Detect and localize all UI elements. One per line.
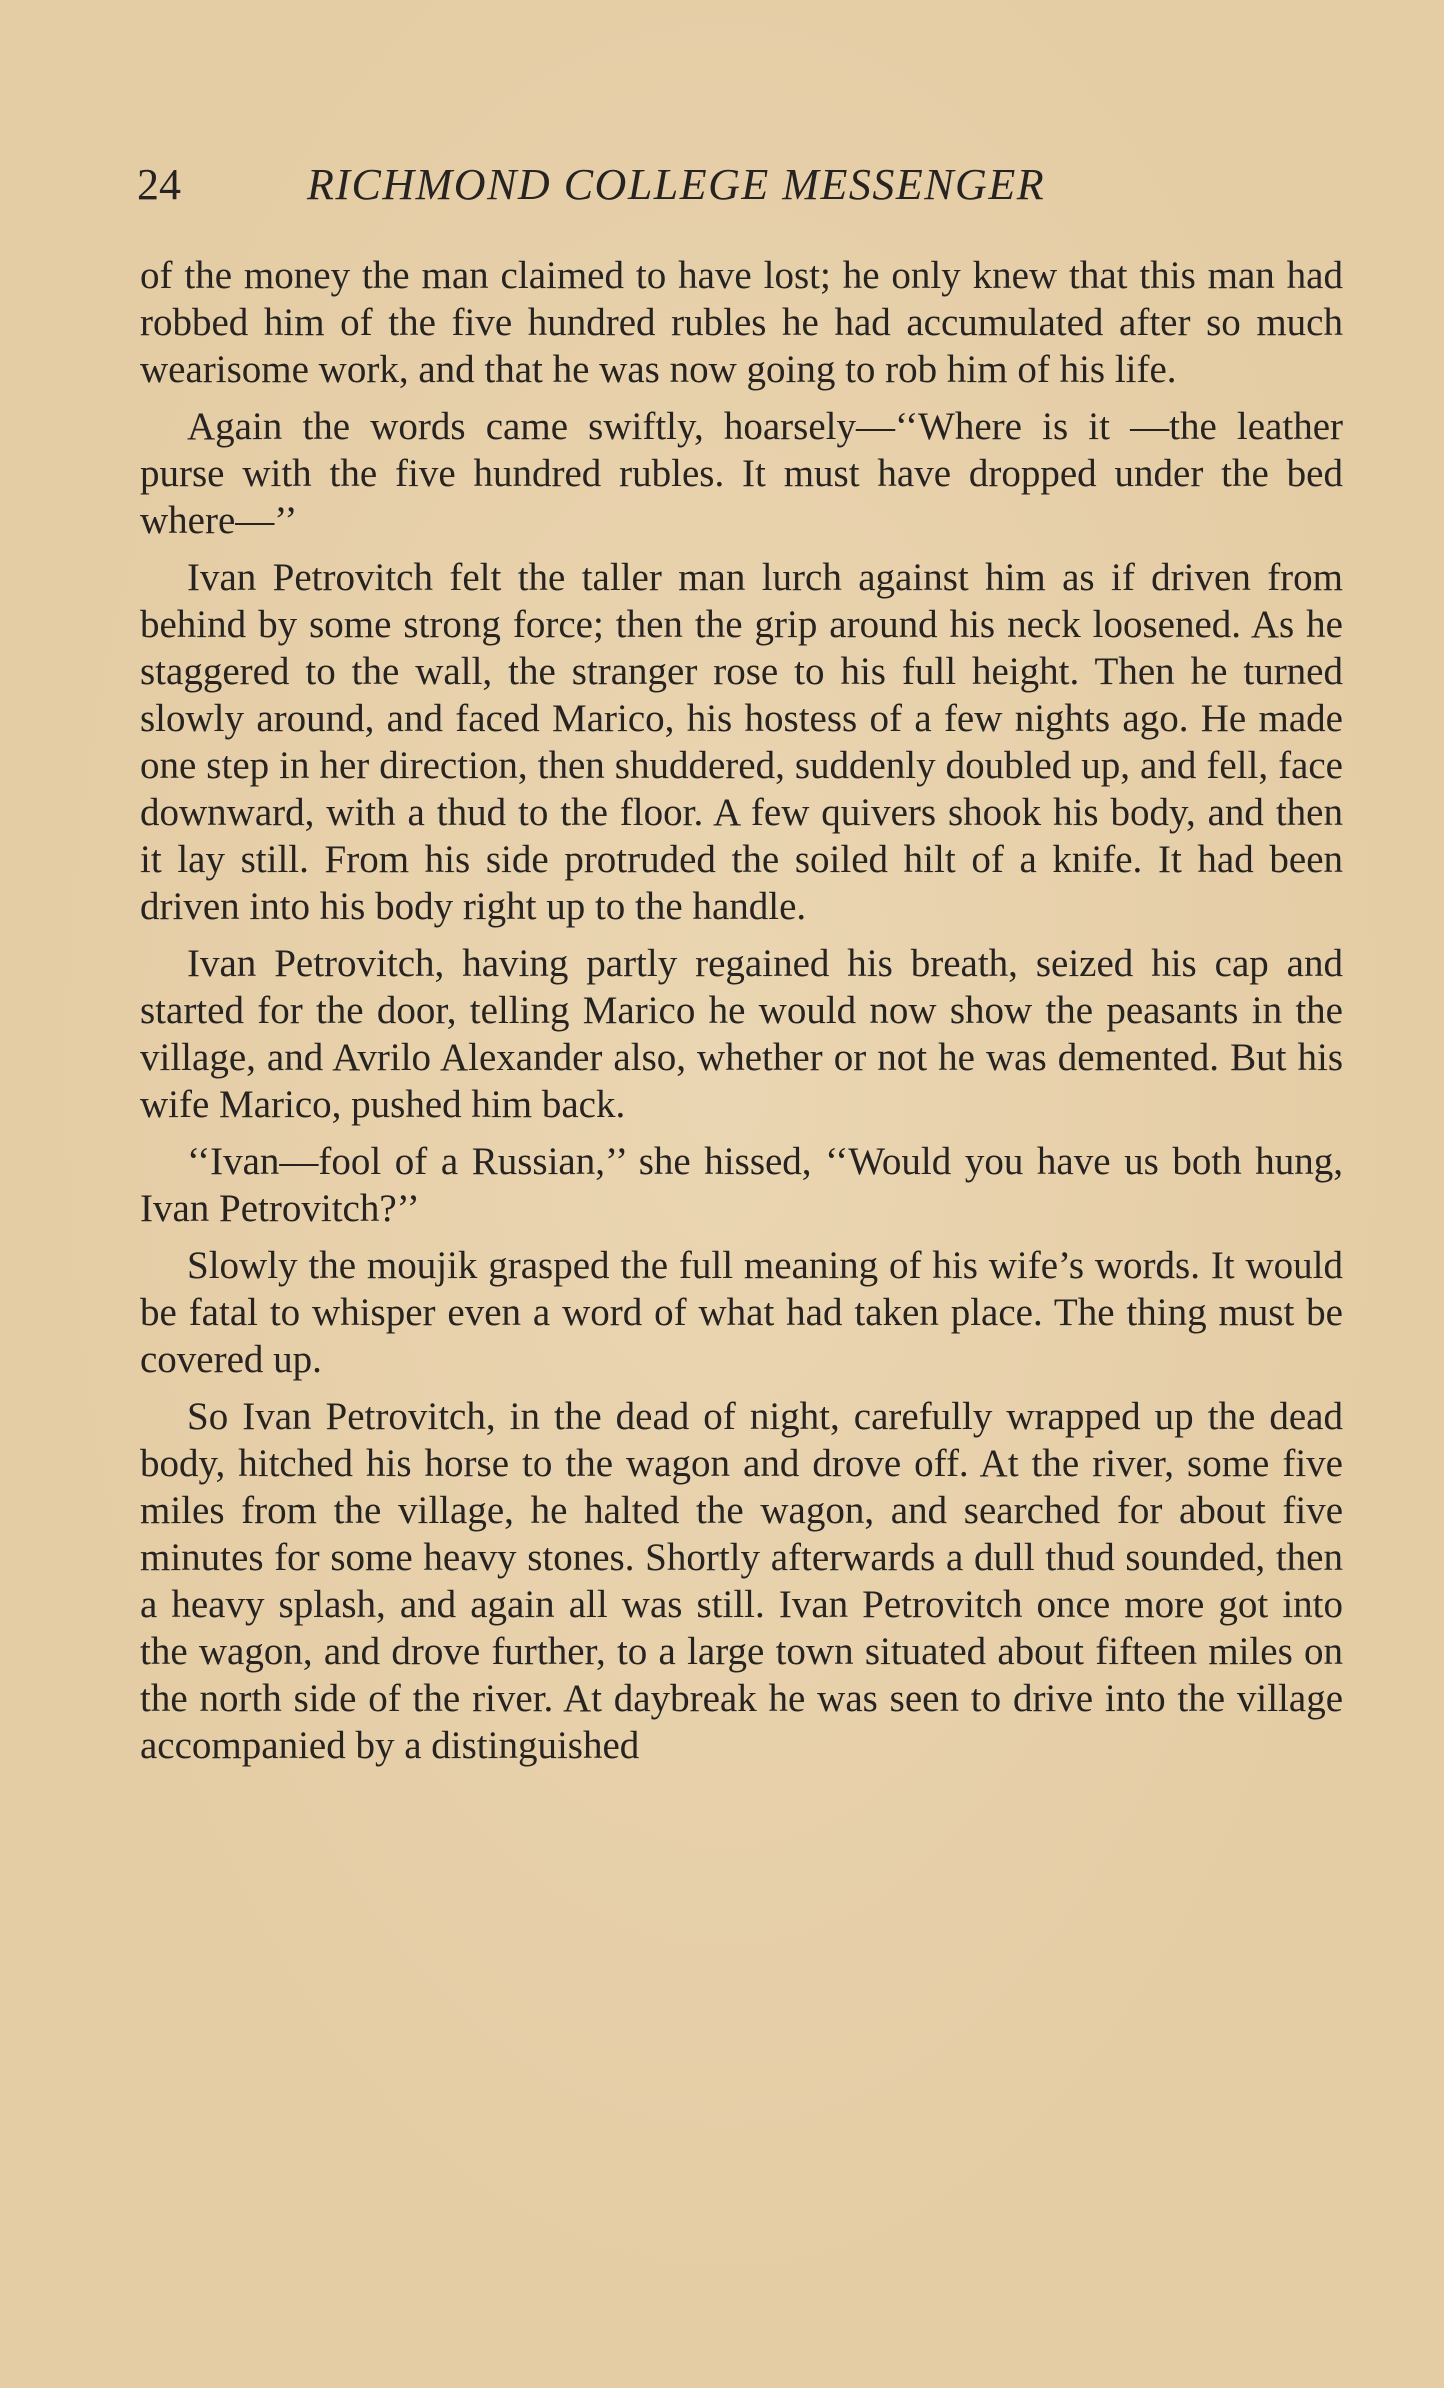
paragraph: Again the words came swiftly, hoarsely—‘‘Where is it —the leather purse with the five hundred rubles. It must have dropped under the bed where—’’ (140, 405, 1343, 542)
paragraph: Slowly the moujik grasped the full meaning of his wife’s words. It would be fatal to whisper even a word of what had taken place. The thing must be covered up. (140, 1244, 1343, 1381)
paragraph: So Ivan Petrovitch, in the dead of night, carefully wrapped up the dead body, hitched his horse to the wagon and drove off. At the river, some five miles from the village, he halted the wagon, and searched for about five minutes for some heavy stones. Shortly afterwards a dull thud sounded, then a heavy splash, and again all was still. Ivan Petrovitch once more got into the wagon, and drove further, to a large town situated about fifteen miles on the north side of the river. At daybreak he was seen to drive into the village accompanied by a distinguished (140, 1395, 1343, 1767)
paragraph: Ivan Petrovitch felt the taller man lurch against him as if driven from behind by some strong force; then the grip around his neck loosened. As he staggered to the wall, the stranger rose to his full height. Then he turned slowly around, and faced Marico, his hostess of a few nights ago. He made one step in her direction, then shuddered, suddenly doubled up, and fell, face downward, with a thud to the floor. A few quivers shook his body, and then it lay still. From his side protruded the soiled hilt of a knife. It had been driven into his body right up to the handle. (140, 556, 1343, 928)
body-text (140, 252, 1343, 1769)
paragraph: Ivan Petrovitch, having partly regained his breath, seized his cap and started for the door, telling Marico he would now show the peasants in the village, and Avrilo Alexander also, whether or not he was demented. But his wife Marico, pushed him back. (140, 942, 1343, 1126)
paragraph: ‘‘Ivan—fool of a Russian,’’ she hissed, ‘‘Would you have us both hung, Ivan Petrovitch?’’ (140, 1140, 1343, 1230)
running-title: RICHMOND COLLEGE MESSENGER (307, 160, 1046, 209)
page-number: 24 (137, 160, 181, 209)
paragraph: of the money the man claimed to have lost; he only knew that this man had robbed him of the five hundred rubles he had accumulated after so much wearisome work, and that he was now going to rob him of his life. (140, 254, 1343, 391)
page-header (137, 150, 1185, 220)
